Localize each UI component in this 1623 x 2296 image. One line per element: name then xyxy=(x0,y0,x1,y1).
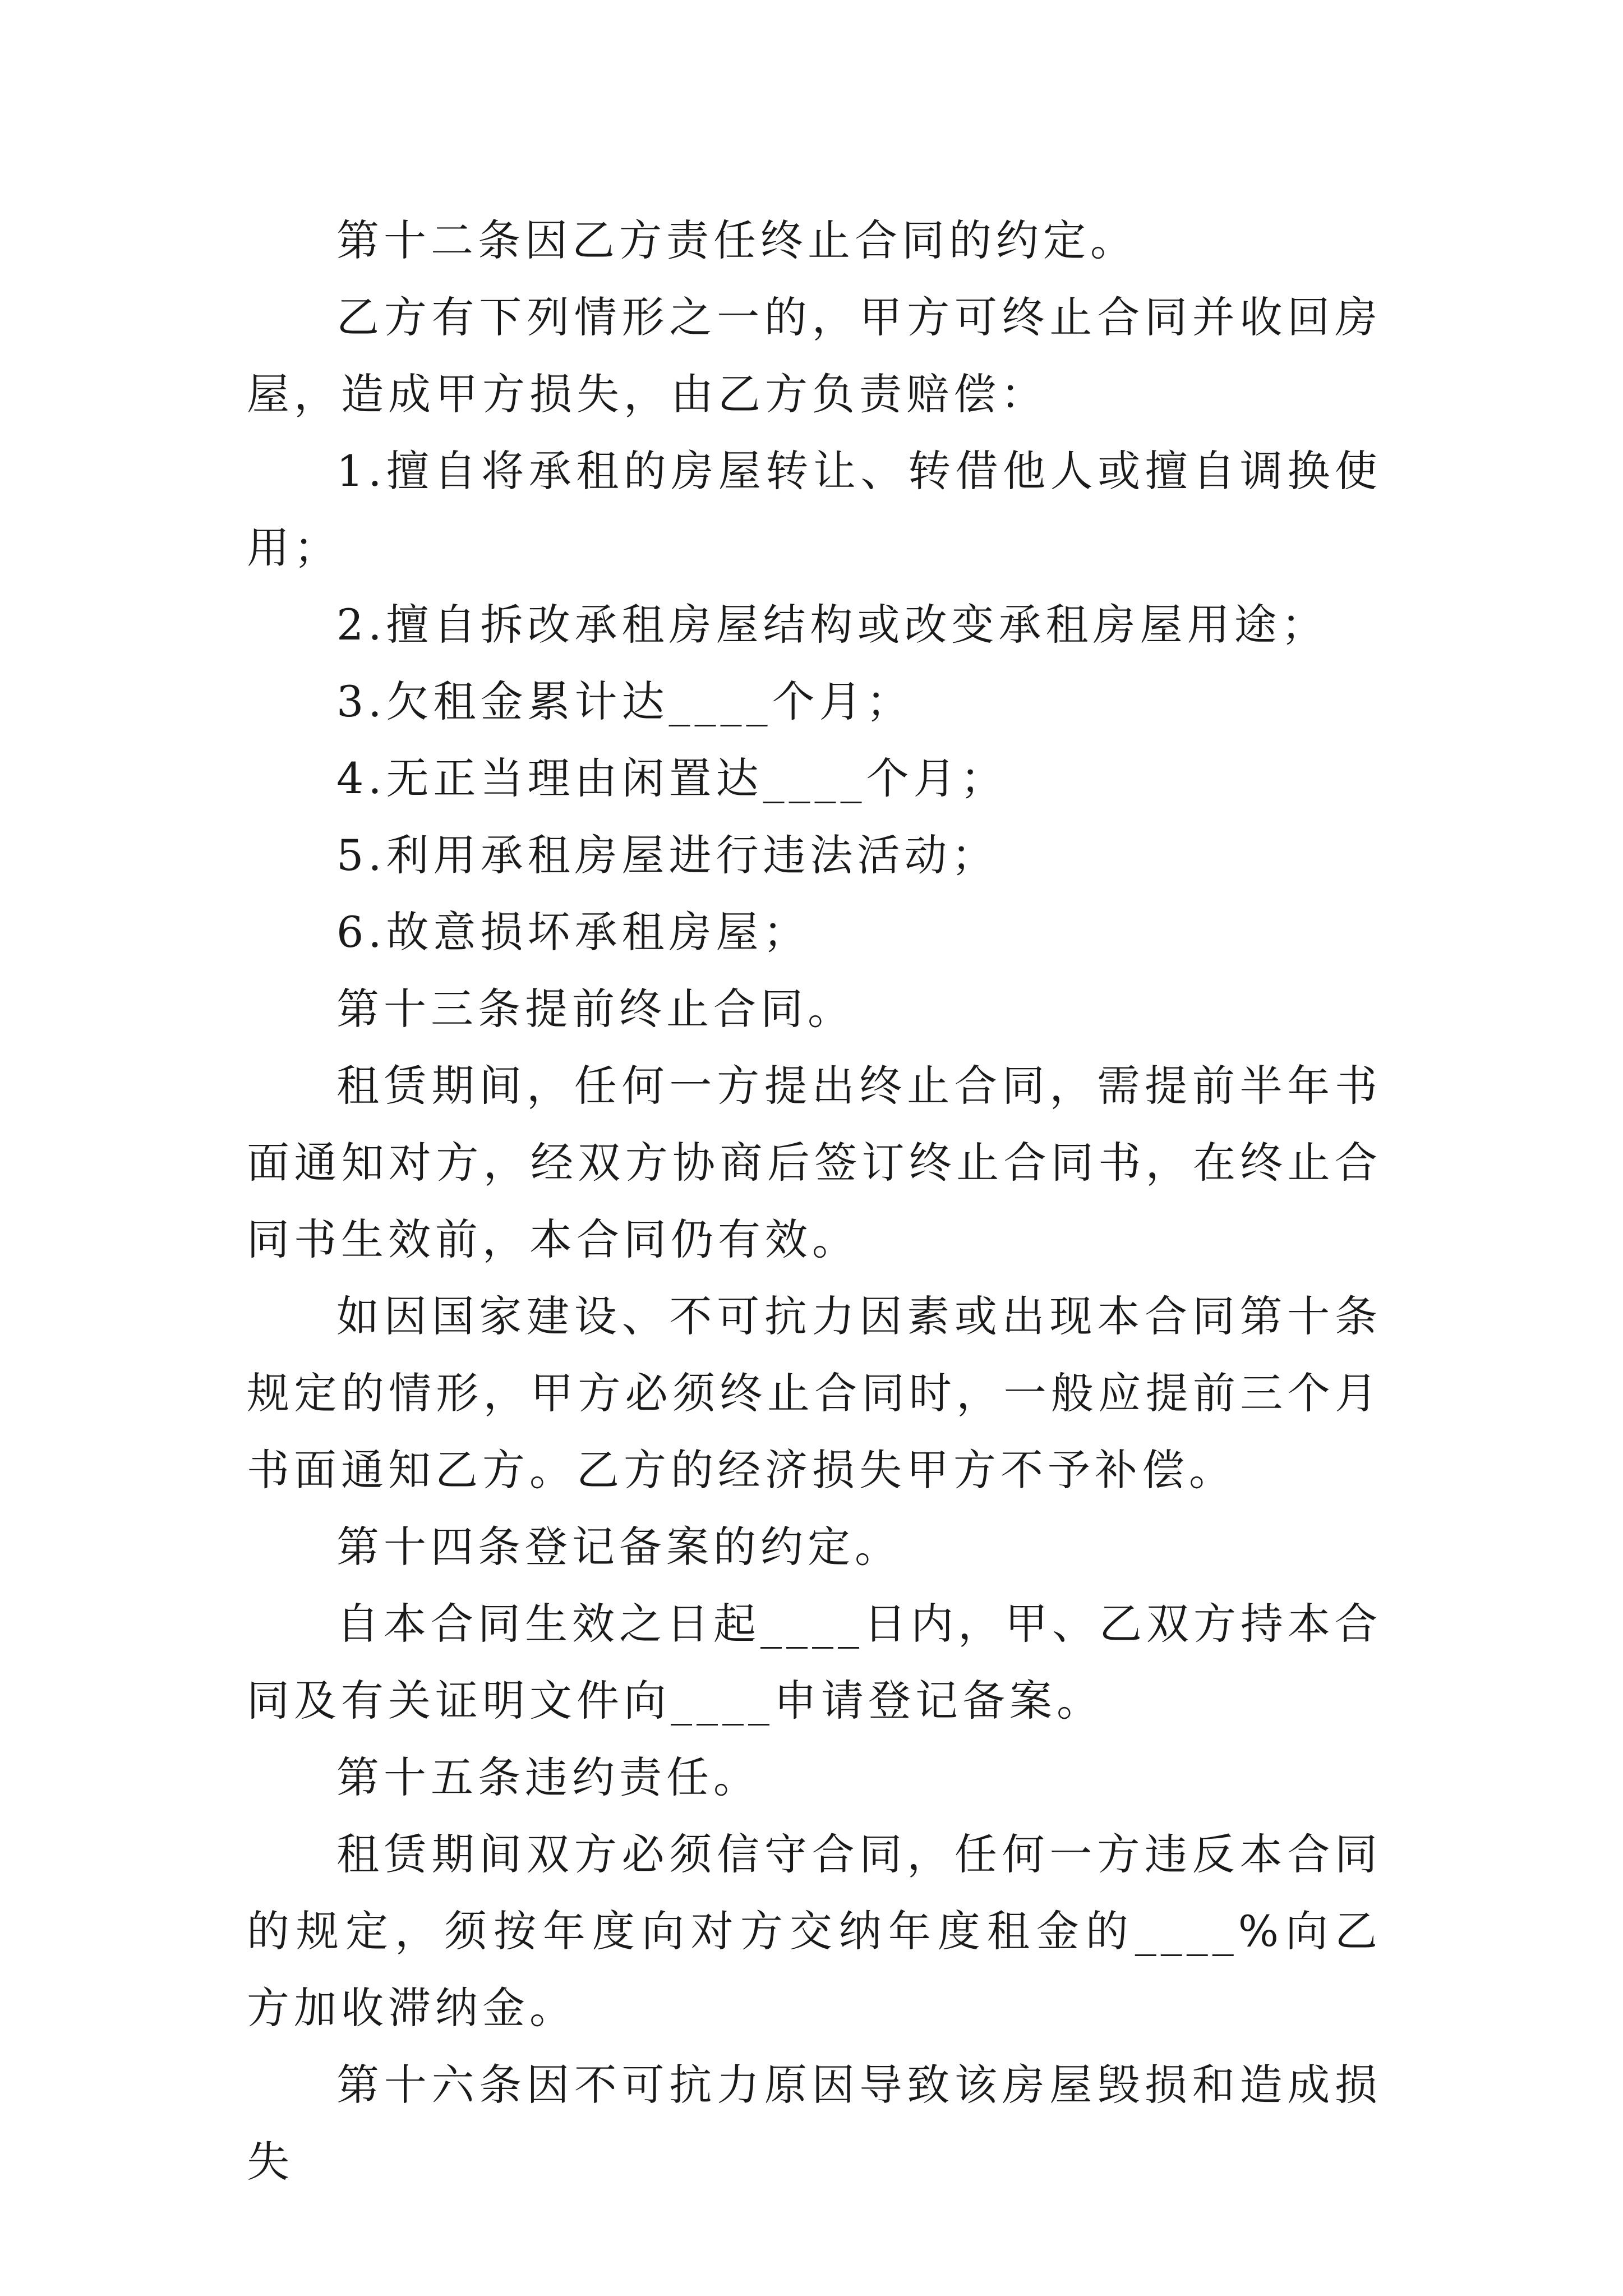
clause-12-heading: 第十二条因乙方责任终止合同的约定。 xyxy=(336,215,1137,265)
clause-14-body: 自本合同生效之日起____日内，甲、乙双方持本合同及有关证明文件向____申请登记备案。 xyxy=(247,1599,1382,1726)
clause-12-item-5: 5.利用承租房屋进行违法活动； xyxy=(336,830,999,880)
clause-15-heading: 第十五条违约责任。 xyxy=(336,1752,760,1802)
clause-12-item-4: 4.无正当理由闲置达____个月； xyxy=(336,753,1008,803)
clause-14-heading: 第十四条登记备案的约定。 xyxy=(336,1522,902,1572)
clause-13-body-1: 租赁期间，任何一方提出终止合同，需提前半年书面通知对方，经双方协商后签订终止合同书，在终止合同书生效前，本合同仍有效。 xyxy=(247,1061,1382,1264)
clause-16-heading: 第十六条因不可抗力原因导致该房屋毁损和造成损失 xyxy=(247,2060,1382,2187)
clause-12-item-2: 2.擅自拆改承租房屋结构或改变承租房屋用途； xyxy=(336,600,1329,650)
clause-12-item-6: 6.故意损坏承租房屋； xyxy=(336,907,810,957)
clause-12-item-1: 1.擅自将承租的房屋转让、转借他人或擅自调换使用； xyxy=(247,446,1382,573)
clause-12-item-3: 3.欠租金累计达____个月； xyxy=(336,677,914,726)
document-body xyxy=(247,202,1382,2200)
clause-15-body: 租赁期间双方必须信守合同，任何一方违反本合同的规定，须按年度向对方交纳年度租金的____%向乙方加收滞纳金。 xyxy=(247,1829,1382,2033)
clause-13-heading: 第十三条提前终止合同。 xyxy=(336,984,855,1034)
clause-12-intro: 乙方有下列情形之一的，甲方可终止合同并收回房屋，造成甲方损失，由乙方负责赔偿： xyxy=(247,292,1382,419)
clause-13-body-2: 如因国家建设、不可抗力因素或出现本合同第十条规定的情形，甲方必须终止合同时，一般应提前三个月书面通知乙方。乙方的经济损失甲方不予补偿。 xyxy=(247,1291,1382,1495)
